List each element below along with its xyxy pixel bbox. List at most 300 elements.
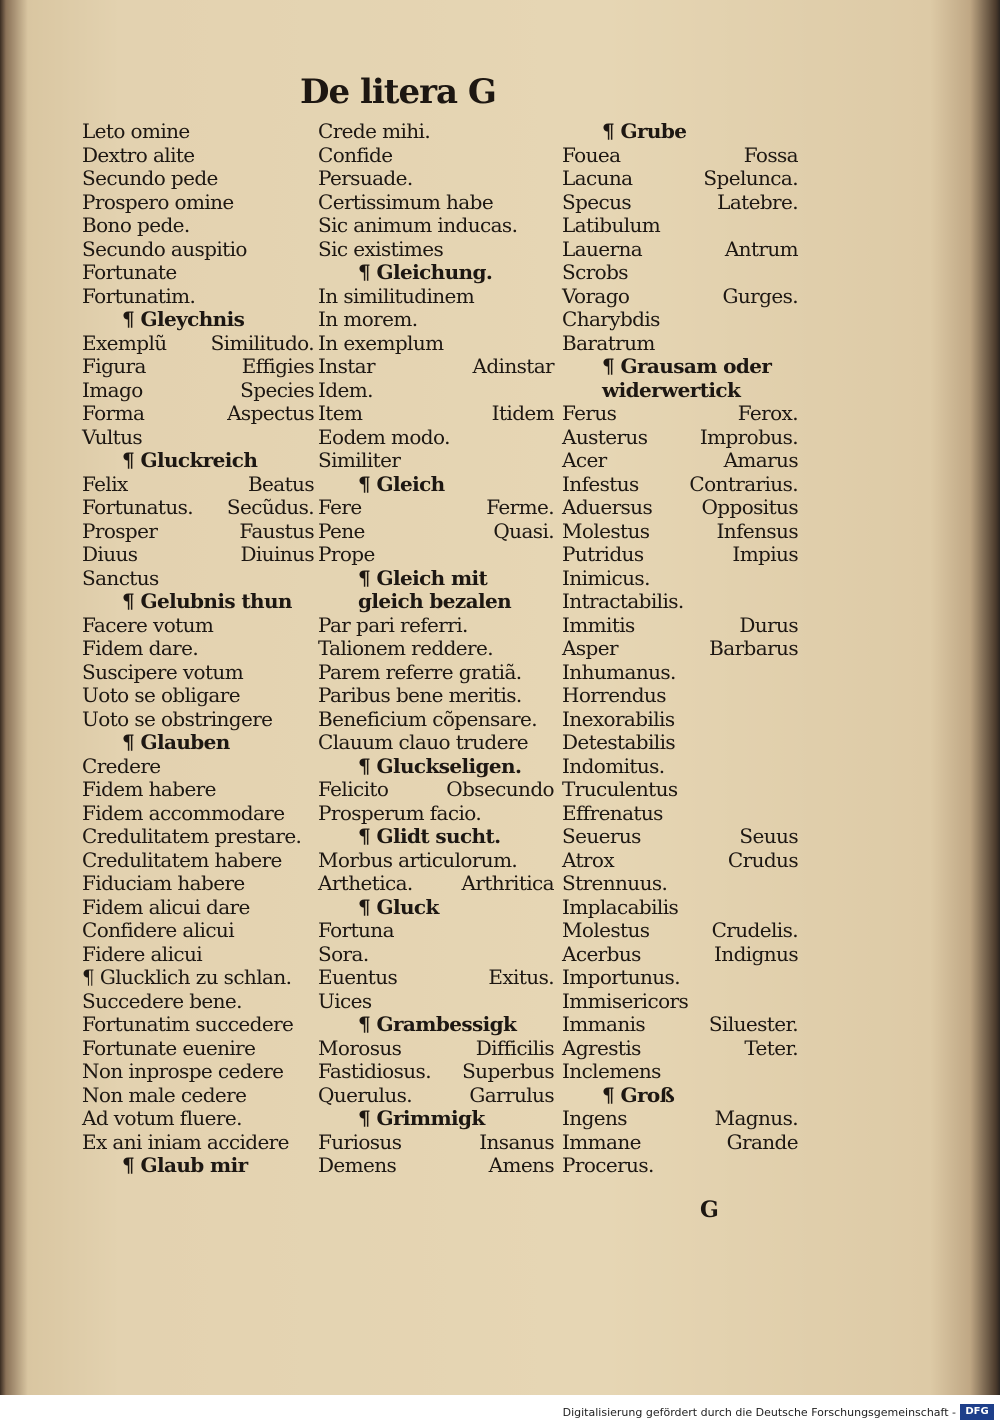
entry-term: Scrobs bbox=[562, 260, 628, 284]
entry-term: Felicito bbox=[318, 777, 389, 801]
entry-term: Beneficium cõpensare. bbox=[318, 706, 537, 731]
entry-synonym: Itidem bbox=[491, 401, 554, 425]
entry-term: Prosper bbox=[82, 518, 158, 543]
entry-line bbox=[318, 614, 554, 638]
entry-term: Persuade. bbox=[318, 166, 413, 190]
entry-line bbox=[82, 661, 314, 685]
entry-term: Molestus bbox=[562, 518, 650, 543]
entry-term: Inimicus. bbox=[562, 565, 650, 590]
entry-line bbox=[318, 144, 554, 168]
column-1 bbox=[82, 120, 314, 1178]
entry-line bbox=[318, 684, 554, 708]
entry-term: ¶ Grube bbox=[602, 119, 687, 143]
entry-line bbox=[82, 825, 314, 849]
entry-term: Item bbox=[318, 401, 363, 425]
entry-term: ¶ Gluckreich bbox=[122, 448, 258, 472]
entry-term: Lauerna bbox=[562, 236, 643, 261]
entry-line bbox=[562, 943, 798, 967]
entry-term: gleich bezalen bbox=[358, 589, 512, 613]
entry-synonym: Species bbox=[240, 377, 314, 402]
entry-line bbox=[562, 661, 798, 685]
entry-synonym: Indignus bbox=[713, 941, 798, 966]
entry-term: ¶ Gleich mit bbox=[358, 565, 488, 590]
entry-line bbox=[82, 943, 314, 967]
entry-term: Forma bbox=[82, 401, 145, 425]
entry-line bbox=[562, 332, 798, 356]
entry-heading bbox=[318, 261, 554, 285]
entry-line bbox=[82, 708, 314, 732]
entry-line bbox=[318, 708, 554, 732]
entry-line bbox=[562, 1037, 798, 1061]
entry-line bbox=[318, 849, 554, 873]
entry-synonym: Ferox. bbox=[737, 401, 798, 425]
entry-line bbox=[562, 1107, 798, 1131]
entry-synonym: Adinstar bbox=[472, 354, 554, 378]
entry-heading bbox=[82, 308, 314, 332]
entry-term: ¶ Glucklich zu schlan. bbox=[82, 965, 292, 989]
entry-line bbox=[318, 426, 554, 450]
entry-term: ¶ Grimmigk bbox=[358, 1106, 485, 1130]
entry-term: Credere bbox=[82, 753, 161, 778]
entry-line bbox=[318, 167, 554, 191]
entry-term: Querulus. bbox=[318, 1082, 413, 1107]
entry-term: Ingens bbox=[562, 1106, 627, 1130]
entry-synonym: Crudelis. bbox=[711, 918, 798, 942]
entry-line bbox=[318, 543, 554, 567]
entry-line bbox=[562, 778, 798, 802]
entry-line bbox=[562, 1060, 798, 1084]
entry-line bbox=[562, 731, 798, 755]
entry-line bbox=[82, 332, 314, 356]
entry-line bbox=[318, 637, 554, 661]
entry-term: Par pari referri. bbox=[318, 612, 468, 637]
entry-line bbox=[562, 590, 798, 614]
entry-heading bbox=[318, 825, 554, 849]
entry-line bbox=[82, 919, 314, 943]
entry-term: ¶ Glauben bbox=[122, 730, 230, 754]
entry-line bbox=[318, 449, 554, 473]
entry-line bbox=[318, 778, 554, 802]
entry-synonym: Similitudo. bbox=[210, 330, 314, 355]
entry-term: Fiduciam habere bbox=[82, 871, 245, 895]
entry-term: Sora. bbox=[318, 941, 369, 966]
entry-term: Exemplũ bbox=[82, 330, 167, 355]
entry-term: Crede mihi. bbox=[318, 119, 431, 143]
entry-term: ¶ Groß bbox=[602, 1082, 675, 1107]
entry-heading bbox=[318, 590, 554, 614]
entry-term: Baratrum bbox=[562, 330, 655, 355]
entry-term: Leto omine bbox=[82, 119, 190, 143]
entry-line bbox=[562, 896, 798, 920]
entry-line bbox=[562, 191, 798, 215]
entry-term: Detestabilis bbox=[562, 730, 676, 754]
entry-line bbox=[82, 614, 314, 638]
entry-term: Credulitatem habere bbox=[82, 847, 282, 872]
entry-heading bbox=[82, 731, 314, 755]
entry-term: Fortunate euenire bbox=[82, 1035, 256, 1060]
entry-term: In exemplum bbox=[318, 330, 444, 355]
entry-line bbox=[82, 379, 314, 403]
entry-term: Euentus bbox=[318, 965, 398, 989]
entry-term: Fortunatim. bbox=[82, 283, 196, 308]
entry-line bbox=[318, 990, 554, 1014]
entry-line bbox=[318, 238, 554, 262]
entry-line bbox=[318, 285, 554, 309]
entry-heading bbox=[562, 355, 798, 379]
entry-term: Agrestis bbox=[562, 1035, 641, 1060]
entry-line bbox=[562, 614, 798, 638]
entry-term: Specus bbox=[562, 189, 632, 214]
entry-line bbox=[562, 144, 798, 168]
entry-term: Implacabilis bbox=[562, 894, 679, 919]
entry-term: Secundo auspitio bbox=[82, 236, 247, 261]
entry-term: ¶ Gluck bbox=[358, 894, 439, 919]
entry-term: Credulitatem prestare. bbox=[82, 824, 302, 848]
entry-synonym: Garrulus bbox=[469, 1082, 554, 1107]
entry-term: Importunus. bbox=[562, 965, 680, 989]
entry-line bbox=[318, 1037, 554, 1061]
entry-term: Demens bbox=[318, 1153, 397, 1177]
entry-line bbox=[318, 731, 554, 755]
entry-term: ¶ Gluckseligen. bbox=[358, 753, 522, 778]
entry-term: Felix bbox=[82, 471, 128, 496]
entry-line bbox=[82, 684, 314, 708]
entry-term: Bono pede. bbox=[82, 213, 190, 237]
entry-term: Sic animum inducas. bbox=[318, 213, 518, 237]
entry-line bbox=[562, 1131, 798, 1155]
entry-line bbox=[318, 402, 554, 426]
entry-line bbox=[82, 426, 314, 450]
entry-heading bbox=[82, 449, 314, 473]
entry-synonym: Amarus bbox=[723, 448, 798, 472]
entry-line bbox=[82, 261, 314, 285]
entry-line bbox=[562, 261, 798, 285]
entry-line bbox=[82, 543, 314, 567]
entry-term: Facere votum bbox=[82, 612, 214, 637]
entry-heading bbox=[318, 896, 554, 920]
entry-term: Uoto se obligare bbox=[82, 683, 240, 707]
entry-term: Idem. bbox=[318, 377, 373, 402]
entry-line bbox=[318, 520, 554, 544]
entry-term: Talionem reddere. bbox=[318, 636, 493, 660]
entry-line bbox=[318, 308, 554, 332]
entry-term: ¶ Grausam oder bbox=[602, 354, 772, 378]
entry-line bbox=[562, 238, 798, 262]
entry-term: ¶ Grambessigk bbox=[358, 1012, 517, 1036]
entry-line bbox=[318, 496, 554, 520]
entry-term: Prospero omine bbox=[82, 189, 234, 214]
entry-term: Atrox bbox=[562, 847, 615, 872]
entry-term: Parem referre gratiã. bbox=[318, 659, 522, 684]
entry-term: Sanctus bbox=[82, 565, 159, 590]
entry-synonym: Spelunca. bbox=[703, 166, 798, 190]
entry-synonym: Siluester. bbox=[708, 1012, 798, 1036]
entry-synonym: Grande bbox=[726, 1129, 798, 1154]
entry-line bbox=[82, 1084, 314, 1108]
entry-line bbox=[82, 402, 314, 426]
entry-line bbox=[562, 825, 798, 849]
entry-term: Prosperum facio. bbox=[318, 800, 482, 825]
entry-line bbox=[562, 285, 798, 309]
entry-term: Non inprospe cedere bbox=[82, 1059, 284, 1083]
entry-term: Dextro alite bbox=[82, 142, 195, 167]
entry-term: Pene bbox=[318, 518, 365, 543]
entry-line bbox=[82, 1060, 314, 1084]
entry-line bbox=[82, 120, 314, 144]
entry-term: Fouea bbox=[562, 142, 621, 167]
entry-term: Imago bbox=[82, 377, 143, 402]
entry-line bbox=[82, 1013, 314, 1037]
entry-line bbox=[562, 919, 798, 943]
entry-term: Inclemens bbox=[562, 1059, 661, 1083]
entry-synonym: Teter. bbox=[744, 1035, 798, 1060]
entry-line bbox=[562, 308, 798, 332]
entry-line bbox=[82, 778, 314, 802]
entry-line bbox=[562, 449, 798, 473]
entry-term: Molestus bbox=[562, 918, 650, 942]
entry-line bbox=[82, 567, 314, 591]
entry-term: Latibulum bbox=[562, 213, 661, 237]
entry-term: Morosus bbox=[318, 1035, 402, 1060]
entry-term: ¶ Gleychnis bbox=[122, 307, 245, 331]
signature-mark: G bbox=[700, 1197, 719, 1223]
entry-line bbox=[82, 637, 314, 661]
entry-line bbox=[82, 473, 314, 497]
entry-heading bbox=[318, 473, 554, 497]
entry-synonym: Seuus bbox=[739, 824, 798, 848]
entry-synonym: Improbus. bbox=[699, 424, 798, 449]
entry-line bbox=[318, 332, 554, 356]
entry-synonym: Faustus bbox=[239, 518, 314, 543]
entry-line bbox=[318, 1060, 554, 1084]
footer-bar bbox=[0, 1395, 1000, 1425]
entry-synonym: Difficilis bbox=[475, 1035, 554, 1060]
entry-line bbox=[82, 496, 314, 520]
entry-term: Similiter bbox=[318, 448, 401, 472]
entry-term: Immitis bbox=[562, 612, 635, 637]
entry-line bbox=[318, 802, 554, 826]
entry-line bbox=[562, 849, 798, 873]
entry-synonym: Barbarus bbox=[709, 636, 798, 660]
entry-term: Sic existimes bbox=[318, 236, 444, 261]
entry-term: Inhumanus. bbox=[562, 659, 676, 684]
entry-line bbox=[562, 567, 798, 591]
entry-line bbox=[318, 1131, 554, 1155]
entry-line bbox=[82, 214, 314, 238]
entry-term: Succedere bene. bbox=[82, 988, 242, 1013]
entry-term: Charybdis bbox=[562, 307, 660, 331]
entry-heading bbox=[82, 590, 314, 614]
entry-line bbox=[318, 919, 554, 943]
entry-term: Intractabilis. bbox=[562, 589, 684, 613]
entry-term: Effrenatus bbox=[562, 800, 663, 825]
entry-term: Uoto se obstringere bbox=[82, 706, 273, 731]
entry-line bbox=[82, 802, 314, 826]
entry-term: ¶ Gelubnis thun bbox=[122, 589, 292, 613]
entry-term: Infestus bbox=[562, 471, 639, 496]
entry-term: Instar bbox=[318, 354, 375, 378]
entry-synonym: Magnus. bbox=[714, 1106, 798, 1130]
entry-synonym: Oppositus bbox=[701, 495, 798, 519]
entry-line bbox=[562, 755, 798, 779]
entry-line bbox=[562, 1154, 798, 1178]
entry-synonym: Impius bbox=[732, 542, 798, 566]
entry-heading bbox=[318, 755, 554, 779]
entry-synonym: Beatus bbox=[247, 471, 314, 496]
entry-line bbox=[82, 191, 314, 215]
entry-term: Fortunatim succedere bbox=[82, 1012, 294, 1036]
entry-synonym: Quasi. bbox=[493, 518, 554, 543]
entry-synonym: Obsecundo bbox=[446, 777, 554, 801]
entry-synonym: Infensus bbox=[716, 518, 798, 543]
entry-term: Clauum clauo trudere bbox=[318, 730, 529, 754]
entry-line bbox=[82, 355, 314, 379]
entry-term: Aduersus bbox=[562, 495, 653, 519]
entry-line bbox=[562, 872, 798, 896]
entry-heading bbox=[82, 1154, 314, 1178]
entry-line bbox=[318, 214, 554, 238]
entry-term: Eodem modo. bbox=[318, 424, 450, 449]
entry-term: Ex ani iniam accidere bbox=[82, 1129, 289, 1154]
entry-synonym: Latebre. bbox=[717, 189, 798, 214]
entry-term: widerwertick bbox=[602, 377, 741, 402]
entry-term: Fidem habere bbox=[82, 777, 216, 801]
entry-line bbox=[318, 120, 554, 144]
entry-synonym: Antrum bbox=[724, 236, 798, 261]
entry-line bbox=[82, 144, 314, 168]
entry-line bbox=[318, 661, 554, 685]
entry-term: ¶ Gleichung. bbox=[358, 260, 493, 284]
entry-line bbox=[82, 849, 314, 873]
entry-term: Immanis bbox=[562, 1012, 646, 1036]
entry-term: Certissimum habe bbox=[318, 189, 494, 214]
entry-term: Fidem accommodare bbox=[82, 800, 285, 825]
entry-line bbox=[562, 402, 798, 426]
entry-term: Acer bbox=[562, 448, 607, 472]
entry-synonym: Diuinus bbox=[240, 542, 314, 566]
entry-term: Paribus bene meritis. bbox=[318, 683, 522, 707]
entry-line bbox=[318, 191, 554, 215]
entry-term: ¶ Gleich bbox=[358, 471, 445, 496]
page-heading: De litera G bbox=[300, 72, 496, 112]
entry-term: Diuus bbox=[82, 542, 138, 566]
entry-line bbox=[562, 167, 798, 191]
entry-term: Uices bbox=[318, 988, 372, 1013]
entry-line bbox=[318, 379, 554, 403]
entry-term: Furiosus bbox=[318, 1129, 402, 1154]
dfg-logo: DFG bbox=[960, 1404, 994, 1420]
entry-line bbox=[82, 966, 314, 990]
entry-term: Truculentus bbox=[562, 777, 678, 801]
entry-term: Putridus bbox=[562, 542, 644, 566]
entry-line bbox=[318, 1154, 554, 1178]
entry-synonym: Superbus bbox=[462, 1059, 554, 1083]
entry-term: Fidem alicui dare bbox=[82, 894, 250, 919]
entry-line bbox=[318, 355, 554, 379]
entry-line bbox=[562, 966, 798, 990]
entry-line bbox=[82, 238, 314, 262]
entry-synonym: Secũdus. bbox=[226, 495, 314, 519]
entry-synonym: Ferme. bbox=[486, 495, 554, 519]
entry-synonym: Contrarius. bbox=[689, 471, 798, 496]
entry-heading bbox=[562, 120, 798, 144]
entry-heading bbox=[318, 567, 554, 591]
entry-term: Fortunate bbox=[82, 260, 177, 284]
entry-line bbox=[82, 896, 314, 920]
entry-synonym: Arthritica bbox=[461, 871, 554, 895]
entry-term: Procerus. bbox=[562, 1153, 654, 1177]
entry-term: Lacuna bbox=[562, 166, 633, 190]
entry-heading bbox=[318, 1107, 554, 1131]
column-2 bbox=[318, 120, 554, 1178]
entry-term: Figura bbox=[82, 354, 146, 378]
entry-term: In similitudinem bbox=[318, 283, 475, 308]
entry-term: Ad votum fluere. bbox=[82, 1106, 242, 1130]
entry-term: Vultus bbox=[82, 424, 143, 449]
entry-line bbox=[562, 496, 798, 520]
column-3 bbox=[562, 120, 798, 1178]
entry-line bbox=[562, 426, 798, 450]
entry-term: Vorago bbox=[562, 283, 630, 308]
entry-line bbox=[562, 637, 798, 661]
entry-heading bbox=[318, 1013, 554, 1037]
entry-line bbox=[562, 473, 798, 497]
entry-synonym: Crudus bbox=[727, 847, 798, 872]
entry-term: Immane bbox=[562, 1129, 641, 1154]
entry-term: Asper bbox=[562, 636, 618, 660]
entry-line bbox=[82, 285, 314, 309]
entry-term: Prope bbox=[318, 542, 375, 566]
entry-line bbox=[82, 990, 314, 1014]
entry-term: In morem. bbox=[318, 307, 418, 331]
entry-line bbox=[562, 543, 798, 567]
entry-synonym: Amens bbox=[488, 1153, 554, 1177]
entry-term: Fortuna bbox=[318, 918, 394, 942]
entry-line bbox=[318, 1084, 554, 1108]
entry-term: Seuerus bbox=[562, 824, 641, 848]
entry-line bbox=[82, 1131, 314, 1155]
entry-line bbox=[562, 990, 798, 1014]
entry-line bbox=[562, 214, 798, 238]
entry-line bbox=[82, 520, 314, 544]
entry-synonym: Effigies bbox=[241, 354, 314, 378]
entry-synonym: Gurges. bbox=[722, 283, 798, 308]
entry-line bbox=[82, 1107, 314, 1131]
footer-credit: Digitalisierung gefördert durch die Deutsche Forschungsgemeinschaft - bbox=[562, 1406, 956, 1419]
entry-term: Fidem dare. bbox=[82, 636, 199, 660]
entry-line bbox=[562, 802, 798, 826]
entry-synonym: Exitus. bbox=[488, 965, 554, 989]
entry-term: Fastidiosus. bbox=[318, 1059, 431, 1083]
entry-term: Morbus articulorum. bbox=[318, 847, 518, 872]
entry-line bbox=[562, 1013, 798, 1037]
entry-term: Fere bbox=[318, 495, 362, 519]
entry-synonym: Insanus bbox=[479, 1129, 554, 1154]
entry-term: Confide bbox=[318, 142, 393, 167]
entry-line bbox=[82, 167, 314, 191]
entry-line bbox=[562, 708, 798, 732]
entry-term: Austerus bbox=[562, 424, 648, 449]
entry-term: Non male cedere bbox=[82, 1082, 247, 1107]
entry-term: Indomitus. bbox=[562, 753, 665, 778]
entry-term: Fortunatus. bbox=[82, 495, 194, 519]
entry-term: Secundo pede bbox=[82, 166, 218, 190]
entry-synonym: Aspectus bbox=[227, 401, 314, 425]
entry-line bbox=[82, 1037, 314, 1061]
entry-line bbox=[82, 872, 314, 896]
entry-synonym: Durus bbox=[739, 612, 798, 637]
entry-line bbox=[318, 943, 554, 967]
